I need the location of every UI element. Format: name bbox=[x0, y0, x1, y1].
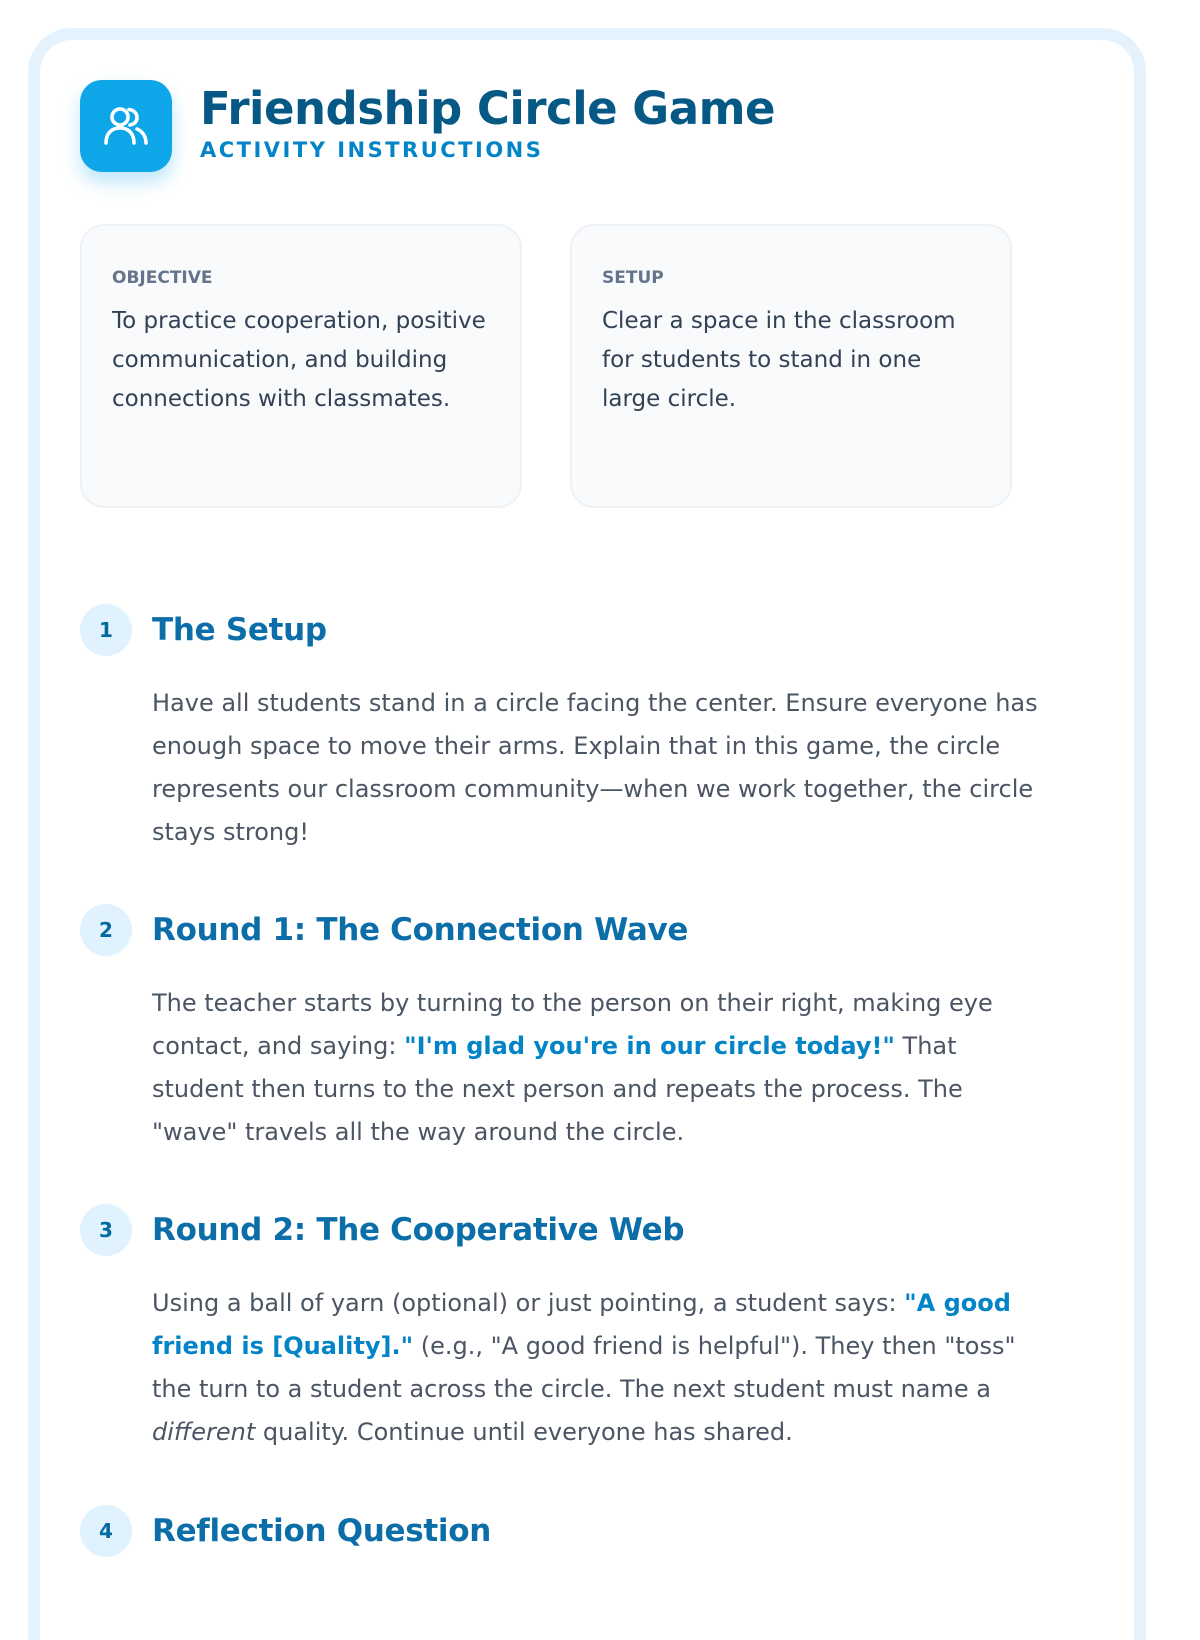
step-body-text: Using a ball of yarn (optional) or just pointing, a student says: bbox=[152, 1289, 905, 1317]
objective-label: OBJECTIVE bbox=[112, 268, 213, 288]
objective-text: To practice cooperation, positive communication, and building connections with classmates. bbox=[112, 308, 486, 412]
step-3 bbox=[80, 1204, 1040, 1454]
emphasis-text: different bbox=[152, 1418, 256, 1446]
step-header bbox=[80, 1204, 1040, 1256]
setup-card bbox=[570, 224, 1012, 508]
header-titles bbox=[200, 82, 775, 164]
step-number: 1 bbox=[80, 604, 132, 656]
step-title: Round 2: The Cooperative Web bbox=[152, 1212, 685, 1248]
step-number: 3 bbox=[80, 1204, 132, 1256]
setup-text: Clear a space in the classroom for students to stand in one large circle. bbox=[602, 308, 956, 412]
page-subtitle: ACTIVITY INSTRUCTIONS bbox=[200, 138, 544, 162]
users-icon bbox=[80, 80, 172, 172]
step-number: 2 bbox=[80, 904, 132, 956]
step-header bbox=[80, 1505, 1040, 1557]
step-body bbox=[152, 982, 1042, 1154]
page-header bbox=[80, 80, 775, 172]
step-body: Have all students stand in a circle facing the center. Ensure everyone has enough space to move their arms. Explain that in this game, the circle represents our classroom community—when we work together, the circle stays strong! bbox=[152, 689, 1038, 846]
setup-label: SETUP bbox=[602, 268, 664, 288]
step-body bbox=[152, 1282, 1042, 1454]
step-1 bbox=[80, 604, 1040, 854]
step-number: 4 bbox=[80, 1505, 132, 1557]
step-header bbox=[80, 604, 1040, 656]
info-cards bbox=[80, 224, 1020, 506]
highlight-quote: "A good friend is [Quality]." bbox=[152, 1289, 1011, 1360]
step-body-text: quality. Continue until everyone has shared. bbox=[255, 1418, 793, 1446]
step-body-text: (e.g., "A good friend is helpful"). They then "toss" the turn to a student across the circle. The next student must name a bbox=[152, 1332, 1016, 1403]
step-title: The Setup bbox=[152, 612, 327, 648]
page-title: Friendship Circle Game bbox=[200, 82, 776, 135]
step-2 bbox=[80, 904, 1040, 1154]
step-body-text: The teacher starts by turning to the person on their right, making eye contact, and saying: bbox=[152, 989, 993, 1060]
step-header bbox=[80, 904, 1040, 956]
step-title: Reflection Question bbox=[152, 1513, 492, 1549]
step-title: Round 1: The Connection Wave bbox=[152, 912, 689, 948]
step-4 bbox=[80, 1505, 1040, 1557]
highlight-quote: "I'm glad you're in our circle today!" bbox=[404, 1032, 895, 1060]
step-body-text: That student then turns to the next person and repeats the process. The "wave" travels all the way around the circle. bbox=[152, 1032, 963, 1146]
objective-card bbox=[80, 224, 522, 508]
